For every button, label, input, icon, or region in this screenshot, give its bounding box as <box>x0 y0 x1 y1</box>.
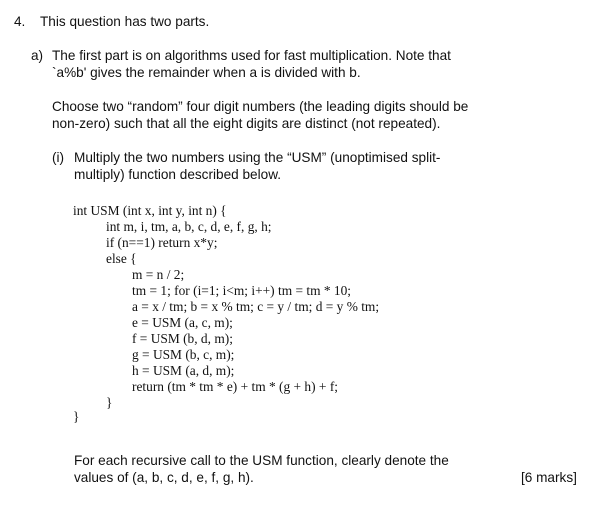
code-line: e = USM (a, c, m); <box>132 315 233 330</box>
code-line: else { <box>106 251 137 266</box>
code-line: int m, i, tm, a, b, c, d, e, f, g, h; <box>106 219 272 234</box>
choose-line-2: non-zero) such that all the eight digits are distinct (not repeated). <box>52 116 441 131</box>
subpart-i-line-2: multiply) function described below. <box>74 167 282 182</box>
closing-line-1: For each recursive call to the USM function, clearly denote the <box>74 453 449 468</box>
closing-line-2: values of (a, b, c, d, e, f, g, h). <box>74 470 254 485</box>
code-line: } <box>73 409 80 424</box>
code-line: a = x / tm; b = x % tm; c = y / tm; d = y % tm; <box>132 299 380 314</box>
question-intro: This question has two parts. <box>40 14 210 29</box>
marks-label: [6 marks] <box>521 470 577 485</box>
choose-line-1: Choose two “random” four digit numbers (the leading digits should be <box>52 99 469 114</box>
code-line: if (n==1) return x*y; <box>106 235 218 250</box>
code-line: } <box>106 395 113 410</box>
code-line: g = USM (b, c, m); <box>132 347 235 362</box>
part-a-line-1: The first part is on algorithms used for fast multiplication. Note that <box>52 48 451 63</box>
code-line: return (tm * tm * e) + tm * (g + h) + f; <box>132 379 338 394</box>
subpart-i-line-1: Multiply the two numbers using the “USM” (unoptimised split- <box>74 150 441 165</box>
code-line: int USM (int x, int y, int n) { <box>73 203 227 218</box>
code-line: f = USM (b, d, m); <box>132 331 233 346</box>
part-a-line-2: `a%b' gives the remainder when a is divided with b. <box>52 65 361 80</box>
code-line: h = USM (a, d, m); <box>132 363 235 378</box>
code-line: m = n / 2; <box>132 267 185 282</box>
subpart-i-label: (i) <box>52 150 65 165</box>
question-number: 4. <box>14 14 26 29</box>
code-line: tm = 1; for (i=1; i<m; i++) tm = tm * 10; <box>132 283 352 298</box>
part-a-label: a) <box>31 48 44 63</box>
